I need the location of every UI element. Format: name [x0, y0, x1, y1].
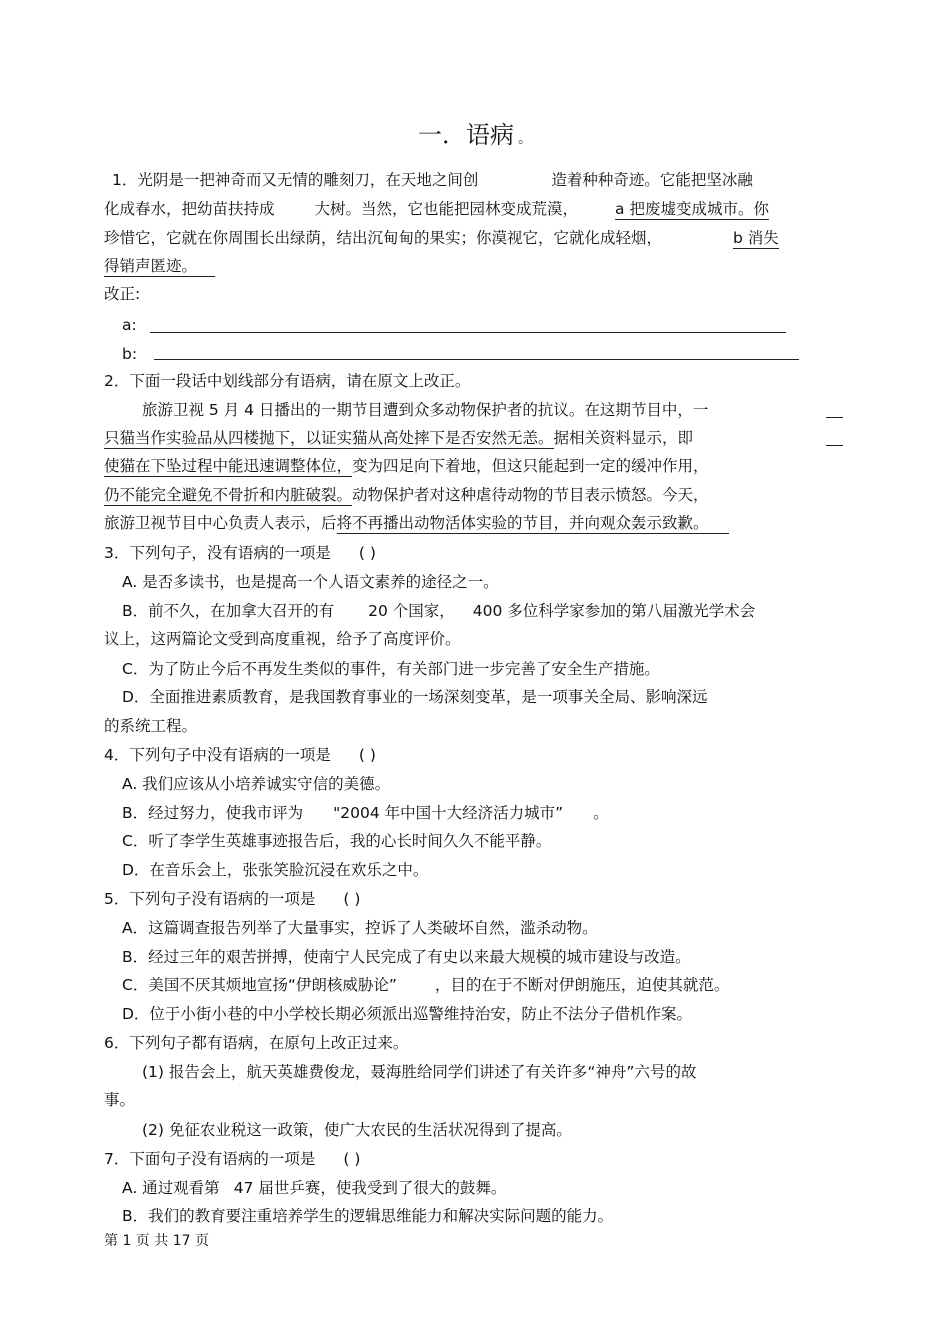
q1-text: 造着种种奇迹。它能把坚冰融: [551, 171, 753, 189]
q3-option-d-cont: 的系统工程。: [104, 717, 198, 735]
q2-text: 据相关资料显示，即: [553, 429, 694, 447]
q3-option-a: A. 是否多读书，也是提高一个人语文素养的途径之一。: [122, 573, 499, 591]
q1-fix-label: 改正:: [104, 285, 141, 303]
answer-parentheses: ( ): [358, 746, 376, 764]
q5-option-c: [122, 975, 729, 995]
q1-line-2: [104, 199, 769, 219]
q3-option-b: [122, 601, 755, 621]
q6-sentence-2: (2) 免征农业税这一政策，使广大农民的生活状况得到了提高。: [142, 1121, 572, 1139]
q1-line-3: [104, 228, 779, 248]
page-footer: 第 1 页 共 17 页: [104, 1233, 209, 1249]
q2-text: 动物保护者对这种虐待动物的节目表示愤怒。今天，: [352, 486, 709, 504]
q3-stem: 3．下列句子，没有语病的一项是: [104, 544, 331, 562]
q4-option-b-text: B．经过努力，使我市评为: [122, 804, 304, 822]
answer-parentheses: ( ): [343, 1150, 361, 1168]
q7-stem: 7．下面句子没有语病的一项是: [104, 1150, 316, 1168]
q2-line-2: [104, 428, 693, 448]
q1-b-label: b:: [122, 345, 138, 363]
q2-line-5: [104, 513, 729, 533]
q7-option-a-text: 47 届世乒赛，使我受到了很大的鼓舞。: [233, 1179, 507, 1197]
q6-heading: 6．下列句子都有语病，在原句上改正过来。: [104, 1034, 409, 1052]
q7-option-a-text: A. 通过观看第: [122, 1179, 220, 1197]
answer-parentheses: ( ): [358, 544, 376, 562]
q2-line-3: [104, 456, 709, 476]
q2-heading: 2．下面一段话中划线部分有语病，请在原文上改正。: [104, 372, 471, 390]
q4-stem: 4．下列句子中没有语病的一项是: [104, 746, 331, 764]
q7-option-b: B．我们的教育要注重培养学生的逻辑思维能力和解决实际问题的能力。: [122, 1207, 614, 1225]
q3-option-d: D．全面推进素质教育，是我国教育事业的一场深刻变革，是一项事关全局、影响深远: [122, 688, 708, 706]
q3-option-c: C．为了防止今后不再发生类似的事件，有关部门进一步完善了安全生产措施。: [122, 660, 660, 678]
q4-option-a: A. 我们应该从小培养诚实守信的美德。: [122, 775, 391, 793]
q4-option-b-text: "2004 年中国十大经济活力城市”: [333, 804, 564, 822]
q3-option-b-text: 400 多位科学家参加的第八届激光学术会: [472, 602, 756, 620]
q6-sentence-1: (1) 报告会上，航天英雄费俊龙，聂海胜给同学们讲述了有关许多“神舟”六号的故: [142, 1063, 697, 1081]
q5-option-d: D．位于小街小巷的中小学校长期必须派出巡警维持治安，防止不法分子借机作案。: [122, 1005, 692, 1023]
q2-underline-mark: [826, 417, 843, 418]
q7-heading: [104, 1149, 360, 1169]
q5-option-b: B．经过三年的艰苦拼搏，使南宁人民完成了有史以来最大规模的城市建设与改造。: [122, 948, 691, 966]
q2-underlined-4: 将不再播出动物活体实验的节目，并向观众轰示致歉。: [337, 514, 729, 534]
q2-underline-mark: [826, 445, 843, 446]
q1-text: 化成春水，把幼苗扶持成: [104, 200, 275, 218]
q1-underlined-b: b 消失: [733, 229, 779, 247]
q1-line-4: [104, 256, 215, 276]
q2-text: 变为四足向下着地，但这只能起到一定的缓冲作用，: [352, 457, 709, 475]
q1-a-label: a:: [122, 316, 137, 334]
q5-heading: [104, 889, 360, 909]
q1-underlined-a: a 把废墟变成城市。你: [615, 200, 769, 218]
q2-line-4: [104, 485, 709, 505]
q2-underlined-3: 仍不能完全避免不骨折和内脏破裂。: [104, 486, 353, 504]
page-title: [0, 120, 950, 154]
q3-option-b-text: 20 个国家，: [368, 602, 455, 620]
q5-option-c-text: C．美国不厌其烦地宣扬“伊朗核威胁论”: [122, 976, 397, 994]
q7-option-a: [122, 1178, 506, 1198]
q5-option-a: A．这篇调查报告列举了大量事实，控诉了人类破坏自然，滥杀动物。: [122, 919, 598, 937]
q2-text: 旅游卫视节目中心负责人表示，后: [104, 514, 337, 532]
q4-heading: [104, 745, 376, 765]
q1-text: 珍惜它，它就在你周围长出绿荫，结出沉甸甸的果实；你漠视它，它就化成轻烟，: [104, 229, 663, 247]
q3-option-b-text: B．前不久，在加拿大召开的有: [122, 602, 335, 620]
q1-line-1: [112, 170, 753, 190]
title-text: 一．语病: [418, 121, 514, 149]
q2-underlined-1: 只猫当作实验品从四楼抛下，以证实猫从高处摔下是否安然无恙。: [104, 429, 554, 447]
q6-sentence-1-cont: 事。: [104, 1091, 136, 1109]
title-dot: 。: [518, 131, 532, 147]
q3-option-b-cont: 议上，这两篇论文受到高度重视，给予了高度评价。: [104, 630, 461, 648]
q5-stem: 5．下列句子没有语病的一项是: [104, 890, 316, 908]
q4-option-c: C．听了李学生英雄事迹报告后，我的心长时间久久不能平静。: [122, 832, 552, 850]
q2-underlined-2: 使猫在下坠过程中能迅速调整体位，: [104, 457, 353, 475]
q4-option-d: D．在音乐会上，张张笑脸沉浸在欢乐之中。: [122, 861, 429, 879]
q1-text: 大树。当然，它也能把园林变成荒漠，: [314, 200, 579, 218]
q1-underlined-b-cont: 得销声匿迹。: [104, 257, 215, 277]
q1-a-answer-line[interactable]: [150, 332, 786, 333]
q2-line-1: 旅游卫视 5 月 4 日播出的一期节目遭到众多动物保护者的抗议。在这期节目中，一: [142, 401, 709, 419]
q3-heading: [104, 543, 376, 563]
answer-parentheses: ( ): [343, 890, 361, 908]
q4-option-b-text: 。: [593, 804, 609, 822]
q5-option-c-text: ，目的在于不断对伊朗施压，迫使其就范。: [434, 976, 730, 994]
q1-text: 1．光阴是一把神奇而又无情的雕刻刀，在天地之间创: [112, 171, 479, 189]
q1-b-answer-line[interactable]: [154, 359, 799, 360]
q4-option-b: [122, 803, 609, 823]
